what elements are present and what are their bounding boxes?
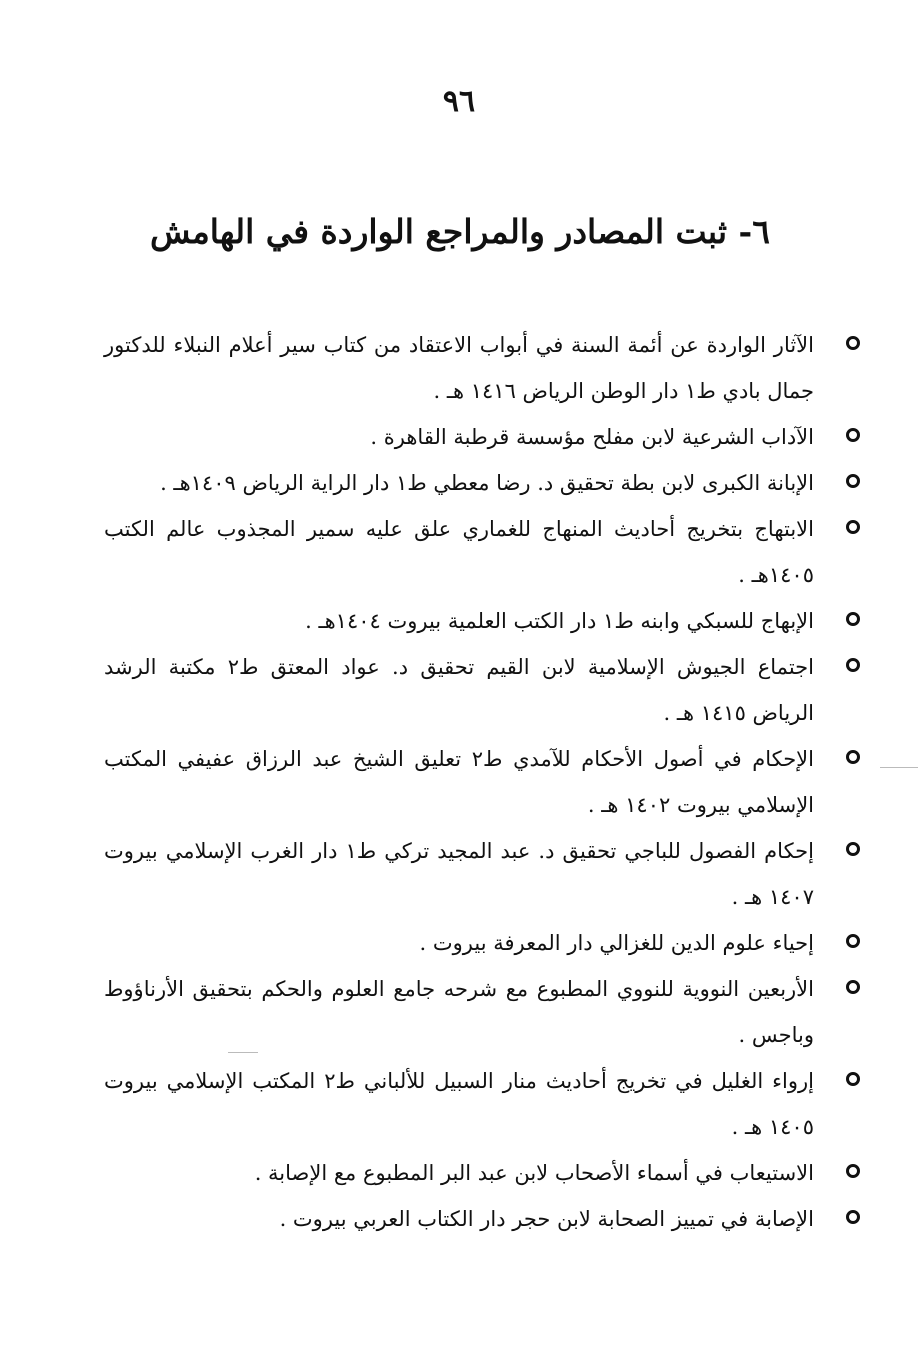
- circle-bullet-icon: [846, 428, 860, 442]
- reference-text: الإبانة الكبرى لابن بطة تحقيق د. رضا معطي ط١ دار الراية الرياض ١٤٠٩هـ .: [160, 471, 814, 495]
- reference-text: الأربعين النووية للنووي المطبوع مع شرحه جامع العلوم والحكم بتحقيق الأرناؤوط وباجس .: [104, 977, 814, 1047]
- page-number: ٩٦: [442, 84, 476, 119]
- scan-margin-mark: [880, 767, 918, 768]
- circle-bullet-icon: [846, 658, 860, 672]
- reference-text: الإحكام في أصول الأحكام للآمدي ط٢ تعليق الشيخ عبد الرزاق عفيفي المكتب الإسلامي بيروت ١٤٠٢ هـ .: [104, 747, 814, 817]
- circle-bullet-icon: [846, 336, 860, 350]
- circle-bullet-icon: [846, 474, 860, 488]
- reference-text: الآداب الشرعية لابن مفلح مؤسسة قرطبة القاهرة .: [370, 425, 814, 449]
- list-item: [104, 1150, 814, 1196]
- list-item: [104, 828, 814, 920]
- list-item: [104, 506, 814, 598]
- list-item: [104, 736, 814, 828]
- circle-bullet-icon: [846, 1072, 860, 1086]
- circle-bullet-icon: [846, 612, 860, 626]
- list-item: [104, 1196, 814, 1242]
- list-item: [104, 598, 814, 644]
- list-item: [104, 322, 814, 414]
- reference-text: الإبهاج للسبكي وابنه ط١ دار الكتب العلمية بيروت ١٤٠٤هـ .: [305, 609, 814, 633]
- list-item: [104, 644, 814, 736]
- circle-bullet-icon: [846, 980, 860, 994]
- scan-margin-mark: [228, 1052, 258, 1053]
- list-item: [104, 1058, 814, 1150]
- circle-bullet-icon: [846, 842, 860, 856]
- circle-bullet-icon: [846, 1164, 860, 1178]
- circle-bullet-icon: [846, 750, 860, 764]
- circle-bullet-icon: [846, 520, 860, 534]
- list-item: [104, 414, 814, 460]
- reference-text: الآثار الواردة عن أئمة السنة في أبواب الاعتقاد من كتاب سير أعلام النبلاء للدكتور جمال بادي ط١ دار الوطن الرياض ١٤١٦ هـ .: [104, 333, 814, 403]
- section-heading: ٦- ثبت المصادر والمراجع الواردة في الهامش: [150, 212, 770, 251]
- reference-text: إرواء الغليل في تخريج أحاديث منار السبيل للألباني ط٢ المكتب الإسلامي بيروت ١٤٠٥ هـ .: [104, 1069, 814, 1139]
- reference-text: اجتماع الجيوش الإسلامية لابن القيم تحقيق د. عواد المعتق ط٢ مكتبة الرشد الرياض ١٤١٥ هـ .: [104, 655, 814, 725]
- reference-text: الابتهاج بتخريج أحاديث المنهاج للغماري علق عليه سمير المجذوب عالم الكتب ١٤٠٥هـ .: [104, 517, 814, 587]
- references-list: [104, 322, 814, 1242]
- list-item: [104, 920, 814, 966]
- reference-text: إحياء علوم الدين للغزالي دار المعرفة بيروت .: [419, 931, 814, 955]
- list-item: [104, 966, 814, 1058]
- reference-text: إحكام الفصول للباجي تحقيق د. عبد المجيد تركي ط١ دار الغرب الإسلامي بيروت ١٤٠٧ هـ .: [104, 839, 814, 909]
- reference-text: الإصابة في تمييز الصحابة لابن حجر دار الكتاب العربي بيروت .: [279, 1207, 814, 1231]
- list-item: [104, 460, 814, 506]
- reference-text: الاستيعاب في أسماء الأصحاب لابن عبد البر المطبوع مع الإصابة .: [254, 1161, 814, 1185]
- circle-bullet-icon: [846, 934, 860, 948]
- circle-bullet-icon: [846, 1210, 860, 1224]
